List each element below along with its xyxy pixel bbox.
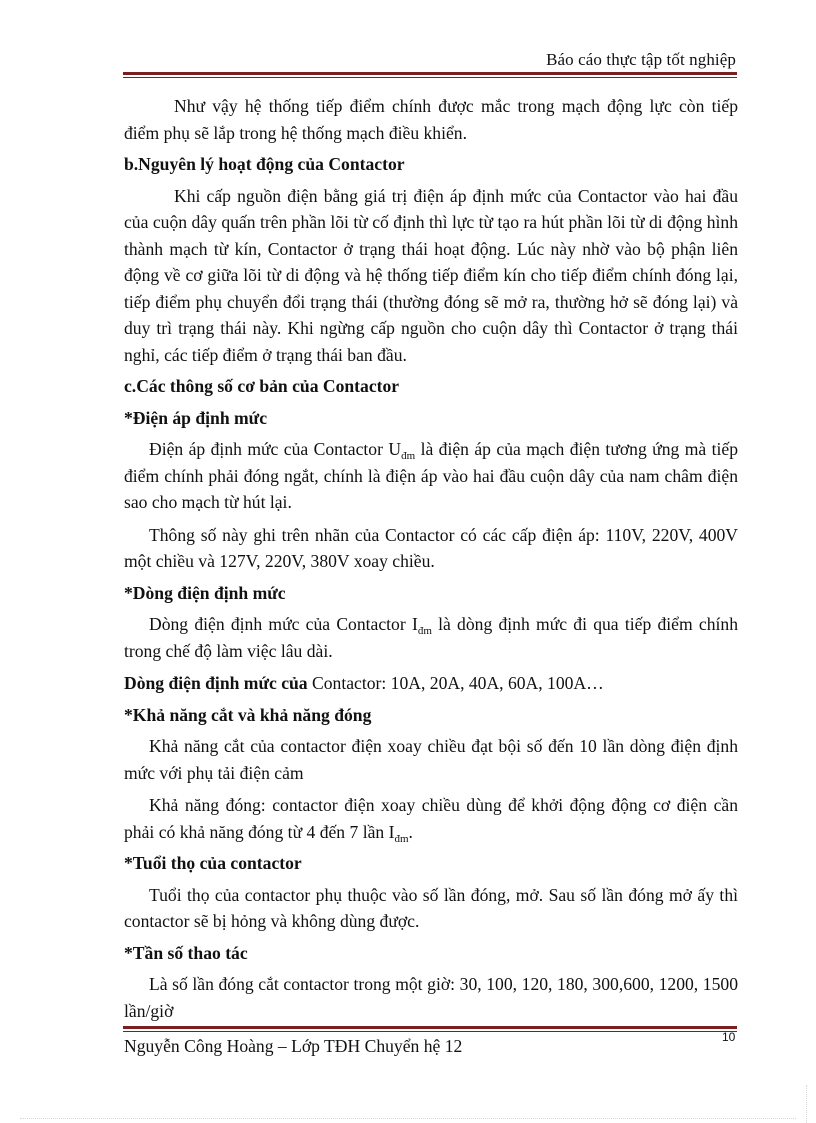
paragraph-current-values: [124, 670, 738, 697]
text-span: là điện áp của mạch điện tương ứng mà tiếp điểm chính phải đóng ngắt, chính là điện áp vào hai đầu cuộn dây của nam châm điện sao cho mạch từ hút lại.: [124, 439, 738, 512]
paragraph-contacts: Như vậy hệ thống tiếp điểm chính được mắc trong mạch động lực còn tiếp điểm phụ sẽ lắp trong hệ thống mạch điều khiển.: [124, 96, 738, 143]
subscript-dm: đm: [394, 832, 409, 845]
footer-rule-thin: [123, 1031, 737, 1032]
heading-operating-principle: b.Nguyên lý hoạt động của Contactor: [124, 154, 405, 174]
page-number: 10: [722, 1030, 736, 1044]
paragraph-lifetime: Tuổi thọ của contactor phụ thuộc vào số lần đóng, mở. Sau số lần đóng mở ấy thì contactor sẽ bị hỏng và không dùng được.: [124, 884, 738, 931]
text-span: .: [408, 821, 413, 842]
footer-rule-thick: [123, 1026, 737, 1029]
heading-breaking-capacity: *Khả năng cắt và khả năng đóng: [124, 704, 372, 725]
footer-author: Nguyễn Công Hoàng – Lớp TĐH Chuyển hệ 12: [124, 1036, 463, 1056]
text-span: Khả năng đóng: contactor điện xoay chiều dùng để khởi động động cơ điện cần phải có khả năng đóng từ 4 đến 7 lần I: [124, 795, 738, 842]
footer-rule: [123, 1026, 737, 1032]
body-content: [124, 93, 738, 1024]
text-span: Dòng điện định mức của Contactor I: [149, 614, 418, 634]
paragraph-rated-voltage: [124, 436, 738, 516]
heading-lifetime: *Tuổi thọ của contactor: [124, 853, 302, 873]
text-span: là dòng định mức đi qua tiếp điểm chính trong chế độ làm việc lâu dài.: [124, 614, 738, 661]
paragraph-breaking-capacity: Khả năng cắt của contactor điện xoay chiều đạt bội số đến 10 lần dòng điện định mức với phụ tải điện cảm: [124, 736, 738, 783]
page-edge-dotted-line: [20, 1118, 796, 1119]
header-rule-thick: [123, 72, 737, 75]
paragraph-rated-current: [124, 611, 738, 664]
bold-label: Dòng điện định mức của: [124, 673, 308, 693]
heading-rated-voltage: *Điện áp định mức: [124, 407, 268, 428]
heading-operating-frequency: *Tần số thao tác: [124, 942, 248, 963]
header-rule: [123, 72, 737, 78]
paragraph-making-capacity: [124, 792, 738, 845]
subscript-dm: đm: [401, 450, 416, 462]
paragraph-operating-principle: Khi cấp nguồn điện bằng giá trị điện áp định mức của Contactor vào hai đầu của cuộn dây quấn trên phần lõi từ cố định thì lực từ tạo ra hút phần lõi từ di động hình thành mạch từ kín, Contactor ở trạng thái hoạt động. Lúc này nhờ vào bộ phận liên động về cơ giữa lõi từ di động và hệ thống tiếp điểm kín cho tiếp điểm chính đóng lại, tiếp điểm phụ chuyển đổi trạng thái (thường đóng sẽ mở ra, thường hở sẽ đóng lại) và duy trì trạng thái này. Khi ngừng cấp nguồn cho cuộn dây thì Contactor ở trạng thái nghỉ, các tiếp điểm ở trạng thái ban đầu.: [124, 185, 738, 365]
paragraph-voltage-levels: Thông số này ghi trên nhãn của Contactor có các cấp điện áp: 110V, 220V, 400V một chiều và 127V, 220V, 380V xoay chiều.: [124, 524, 738, 571]
header-title: Báo cáo thực tập tốt nghiệp: [546, 50, 736, 69]
page-corner-dotted-line: [806, 1085, 807, 1123]
header-rule-thin: [123, 77, 737, 78]
heading-rated-current: *Dòng điện định mức: [124, 582, 286, 603]
heading-basic-parameters: c.Các thông số cơ bản của Contactor: [124, 376, 400, 396]
text-span: Contactor: 10A, 20A, 40A, 60A, 100A…: [307, 673, 604, 693]
paragraph-operating-frequency: Là số lần đóng cắt contactor trong một giờ: 30, 100, 120, 180, 300,600, 1200, 1500 lần/giờ: [124, 974, 738, 1021]
text-span: Điện áp định mức của Contactor U: [149, 439, 402, 459]
subscript-dm: đm: [417, 625, 432, 637]
